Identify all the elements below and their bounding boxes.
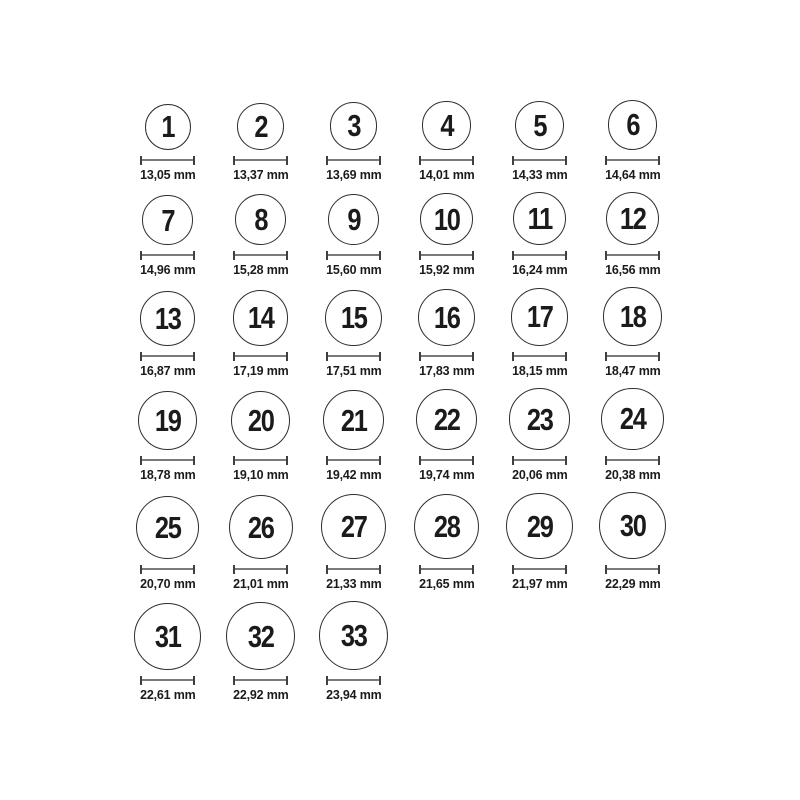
- ring-circle: [323, 390, 383, 450]
- ring-diameter-label: 16,24 mm: [511, 262, 568, 278]
- ring-circle: [420, 193, 473, 246]
- diameter-measure-line: [512, 456, 567, 465]
- diameter-measure-line: [419, 251, 474, 260]
- ring-number: 29: [526, 508, 553, 544]
- ring-diameter-label: 22,61 mm: [139, 687, 196, 703]
- ring-number: 28: [433, 508, 460, 544]
- ring-number: 11: [527, 201, 552, 237]
- diameter-measure-line: [140, 456, 195, 465]
- diameter-measure-line: [326, 251, 381, 260]
- ring-number: 3: [347, 108, 360, 144]
- ring-circle: [601, 388, 664, 451]
- ring-circle: [599, 492, 666, 559]
- ring-size-item: [121, 496, 214, 591]
- diameter-measure-line: [233, 456, 288, 465]
- diameter-measure-line: [605, 456, 660, 465]
- ring-circle: [418, 289, 475, 346]
- ring-diameter-label: 13,37 mm: [232, 166, 289, 182]
- diameter-measure-line: [419, 565, 474, 574]
- diameter-measure-line: [140, 156, 195, 165]
- ring-diameter-label: 14,96 mm: [139, 262, 196, 278]
- ring-row: [121, 192, 679, 278]
- ring-number: 19: [154, 403, 181, 439]
- diameter-measure-line: [140, 565, 195, 574]
- ring-number: 23: [526, 401, 553, 437]
- ring-circle: [414, 494, 479, 559]
- ring-number: 27: [340, 509, 367, 545]
- ring-number: 13: [154, 300, 181, 336]
- ring-size-item: [493, 288, 586, 378]
- ring-number: 25: [154, 510, 181, 545]
- ring-number: 10: [433, 201, 460, 237]
- ring-number: 1: [161, 109, 174, 145]
- ring-number: 33: [340, 618, 367, 654]
- ring-circle: [142, 195, 192, 245]
- ring-number: 2: [254, 108, 267, 144]
- ring-circle: [319, 601, 388, 670]
- ring-circle: [509, 388, 571, 450]
- diameter-measure-line: [326, 156, 381, 165]
- ring-circle: [321, 494, 386, 559]
- ring-number: 17: [526, 299, 553, 335]
- ring-size-item: [307, 194, 400, 278]
- ring-diameter-label: 19,74 mm: [418, 467, 475, 483]
- ring-diameter-label: 23,94 mm: [325, 687, 382, 703]
- ring-size-item: [121, 391, 214, 482]
- ring-circle: [603, 287, 661, 345]
- diameter-measure-line: [419, 456, 474, 465]
- diameter-measure-line: [605, 156, 660, 165]
- ring-diameter-label: 14,01 mm: [418, 166, 475, 182]
- ring-size-item: [214, 290, 307, 377]
- diameter-measure-line: [512, 251, 567, 260]
- ring-circle: [513, 192, 566, 245]
- ring-size-item: [121, 104, 214, 182]
- ring-number: 12: [619, 201, 646, 237]
- ring-diameter-label: 17,19 mm: [232, 362, 289, 378]
- ring-diameter-label: 18,15 mm: [511, 362, 568, 378]
- ring-diameter-label: 15,60 mm: [325, 262, 382, 278]
- ring-size-item: [586, 492, 679, 591]
- diameter-measure-line: [326, 565, 381, 574]
- ring-number: 6: [626, 107, 639, 143]
- ring-diameter-label: 20,06 mm: [511, 467, 568, 483]
- ring-circle: [506, 493, 572, 559]
- ring-row: [121, 601, 400, 702]
- diameter-measure-line: [233, 565, 288, 574]
- ring-circle: [226, 602, 294, 670]
- ring-size-item: [121, 195, 214, 277]
- ring-size-item: [493, 493, 586, 591]
- diameter-measure-line: [512, 352, 567, 361]
- ring-diameter-label: 22,92 mm: [232, 687, 289, 703]
- ring-number: 30: [619, 508, 646, 544]
- ring-circle: [422, 101, 470, 149]
- ring-circle: [325, 290, 381, 346]
- ring-size-item: [307, 494, 400, 591]
- ring-circle: [515, 101, 564, 150]
- ring-circle: [136, 496, 199, 559]
- ring-size-item: [400, 193, 493, 278]
- ring-size-item: [307, 102, 400, 181]
- ring-row: [121, 100, 679, 182]
- ring-circle: [231, 391, 291, 451]
- ring-diameter-label: 19,42 mm: [325, 467, 382, 483]
- ring-size-item: [214, 495, 307, 591]
- ring-diameter-label: 13,69 mm: [325, 166, 382, 182]
- ring-size-item: [586, 388, 679, 483]
- ring-circle: [235, 194, 286, 245]
- ring-circle: [233, 290, 288, 345]
- diameter-measure-line: [605, 565, 660, 574]
- diameter-measure-line: [233, 676, 288, 685]
- ring-size-chart: [121, 0, 679, 702]
- ring-circle: [416, 389, 477, 450]
- diameter-measure-line: [140, 676, 195, 685]
- diameter-measure-line: [326, 676, 381, 685]
- diameter-measure-line: [605, 251, 660, 260]
- ring-number: 8: [254, 202, 267, 238]
- diameter-measure-line: [233, 156, 288, 165]
- diameter-measure-line: [419, 352, 474, 361]
- ring-size-item: [586, 192, 679, 278]
- ring-size-item: [586, 287, 679, 377]
- ring-circle: [330, 102, 377, 149]
- ring-number: 21: [340, 402, 367, 438]
- ring-size-item: [493, 101, 586, 182]
- ring-size-item: [400, 389, 493, 482]
- ring-row: [121, 287, 679, 377]
- ring-diameter-label: 17,83 mm: [418, 362, 475, 378]
- ring-diameter-label: 21,65 mm: [418, 576, 475, 592]
- ring-size-item: [214, 391, 307, 483]
- ring-number: 31: [154, 618, 181, 654]
- diameter-measure-line: [512, 156, 567, 165]
- ring-circle: [606, 192, 660, 246]
- ring-number: 4: [440, 108, 453, 143]
- ring-size-item: [307, 601, 400, 702]
- diameter-measure-line: [326, 456, 381, 465]
- ring-number: 14: [247, 300, 274, 336]
- ring-number: 24: [619, 401, 646, 437]
- ring-diameter-label: 21,33 mm: [325, 576, 382, 592]
- ring-number: 22: [433, 402, 460, 438]
- ring-number: 9: [347, 202, 360, 238]
- ring-diameter-label: 19,10 mm: [232, 467, 289, 483]
- ring-size-item: [307, 290, 400, 378]
- ring-circle: [328, 194, 380, 246]
- ring-size-item: [586, 100, 679, 182]
- ring-size-item: [121, 603, 214, 703]
- ring-diameter-label: 14,64 mm: [604, 166, 661, 182]
- ring-diameter-label: 13,05 mm: [139, 166, 196, 182]
- ring-size-item: [307, 390, 400, 482]
- ring-diameter-label: 16,56 mm: [604, 262, 661, 278]
- ring-size-item: [214, 602, 307, 702]
- ring-number: 7: [161, 202, 174, 238]
- ring-number: 26: [247, 509, 274, 545]
- diameter-measure-line: [605, 352, 660, 361]
- ring-number: 5: [533, 107, 546, 143]
- ring-diameter-label: 15,28 mm: [232, 262, 289, 278]
- ring-diameter-label: 16,87 mm: [139, 362, 196, 378]
- ring-size-item: [400, 289, 493, 378]
- ring-size-item: [400, 101, 493, 181]
- ring-diameter-label: 18,78 mm: [139, 467, 196, 483]
- ring-circle: [138, 391, 197, 450]
- ring-diameter-label: 20,70 mm: [139, 576, 196, 592]
- diameter-measure-line: [140, 352, 195, 361]
- ring-number: 18: [619, 299, 646, 335]
- ring-number: 15: [340, 300, 367, 336]
- ring-diameter-label: 17,51 mm: [325, 362, 382, 378]
- ring-size-item: [214, 194, 307, 277]
- ring-size-item: [400, 494, 493, 591]
- ring-number: 20: [247, 402, 274, 438]
- ring-diameter-label: 18,47 mm: [604, 362, 661, 378]
- ring-row: [121, 388, 679, 483]
- ring-diameter-label: 14,33 mm: [511, 166, 568, 182]
- ring-size-item: [493, 388, 586, 482]
- diameter-measure-line: [326, 352, 381, 361]
- ring-diameter-label: 22,29 mm: [604, 576, 661, 592]
- ring-diameter-label: 20,38 mm: [604, 467, 661, 483]
- diameter-measure-line: [233, 251, 288, 260]
- ring-diameter-label: 21,01 mm: [232, 576, 289, 592]
- ring-number: 32: [247, 618, 274, 654]
- diameter-measure-line: [419, 156, 474, 165]
- diameter-measure-line: [512, 565, 567, 574]
- diameter-measure-line: [140, 251, 195, 260]
- ring-size-item: [493, 192, 586, 277]
- ring-diameter-label: 21,97 mm: [511, 576, 568, 592]
- ring-row: [121, 492, 679, 591]
- diameter-measure-line: [233, 352, 288, 361]
- ring-size-item: [121, 291, 214, 378]
- ring-circle: [145, 104, 191, 150]
- ring-circle: [237, 103, 284, 150]
- ring-circle: [134, 603, 202, 671]
- ring-circle: [608, 100, 658, 150]
- ring-circle: [229, 495, 293, 559]
- ring-circle: [511, 288, 569, 346]
- ring-size-item: [214, 103, 307, 182]
- ring-number: 16: [433, 299, 460, 335]
- ring-diameter-label: 15,92 mm: [418, 262, 475, 278]
- ring-circle: [140, 291, 195, 346]
